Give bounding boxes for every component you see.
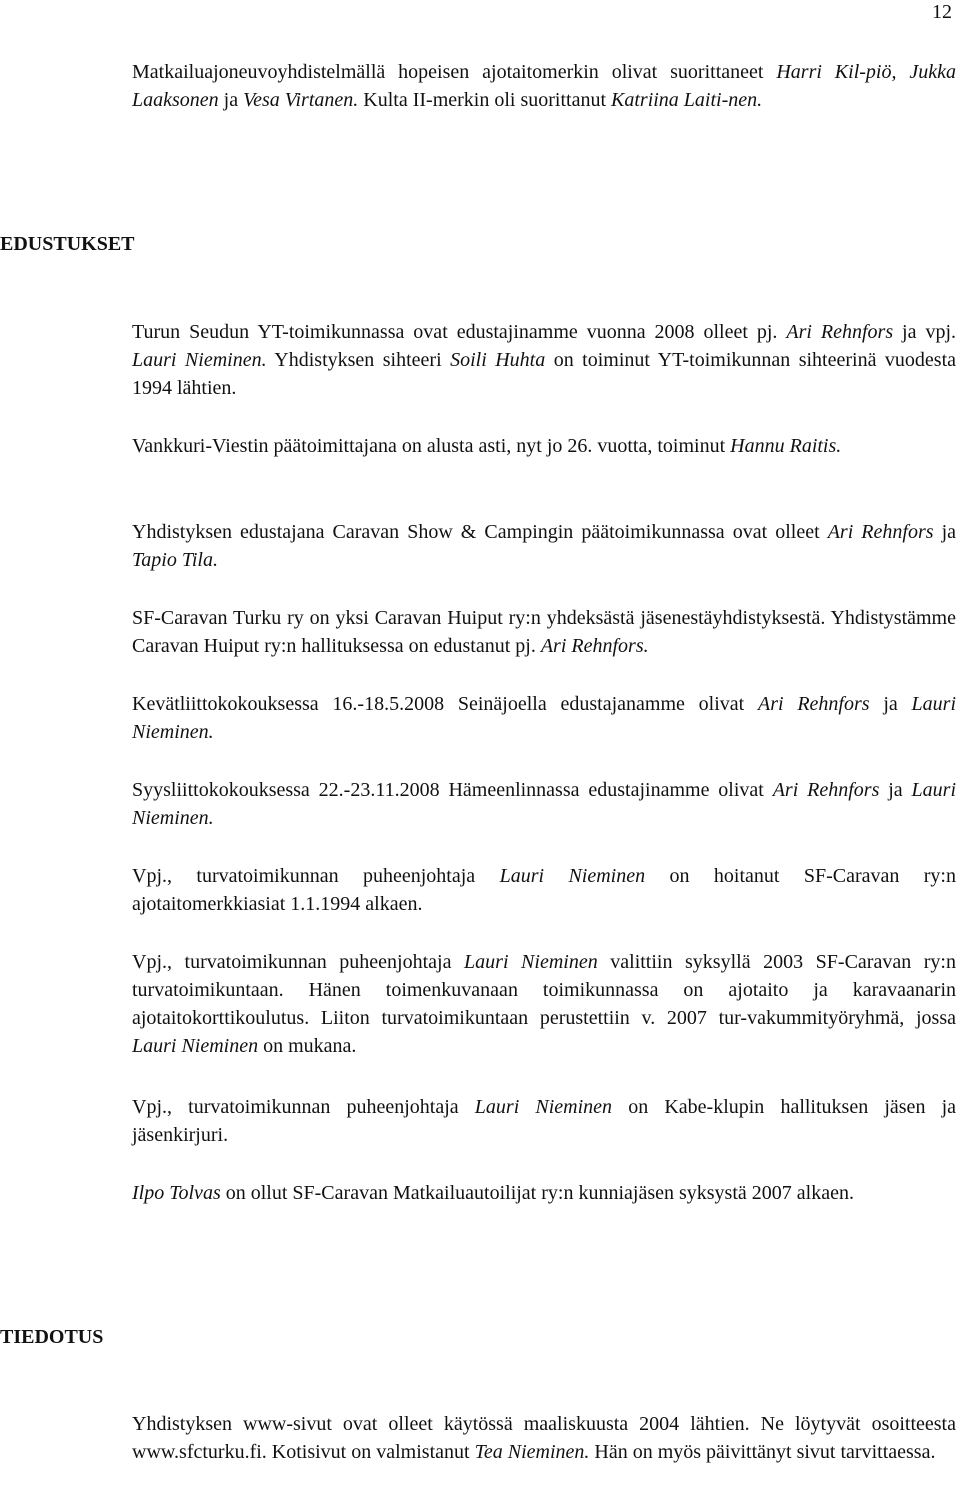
text-run: Syysliittokokouksessa 22.-23.11.2008 Hämeenlinnassa edustajinamme olivat	[132, 779, 773, 801]
text-run: ja	[933, 521, 957, 543]
italic-name-run: Lauri Nieminen	[464, 951, 598, 973]
paragraph-ajotaitomerkkiasiat	[132, 862, 956, 918]
paragraph-syysliittokokous	[132, 776, 956, 832]
text-run: on hoitanut SF-Caravan ry:n ajotaitomerkkiasiat 1.1.1994 alkaen.	[132, 865, 956, 915]
italic-name-run: Ari Rehnfors.	[540, 635, 649, 657]
italic-name-run: Soili Huhta	[450, 349, 546, 371]
paragraph-kabe-klubi	[132, 1093, 956, 1149]
italic-name-run: Ari Rehnfors	[786, 321, 894, 343]
text-run: ja	[218, 89, 244, 111]
italic-name-run: Lauri Nieminen	[132, 1035, 259, 1057]
italic-name-run: Ari Rehnfors	[757, 693, 870, 715]
italic-name-run: Katriina Laiti-nen.	[611, 89, 763, 111]
text-run: Kevätliittokokouksessa 16.-18.5.2008 Seinäjoella edustajanamme olivat	[132, 693, 758, 715]
text-run: on ollut SF-Caravan Matkailuautoilijat ry:n kunniajäsen syksystä 2007 alkaen.	[220, 1182, 854, 1204]
paragraph-kevatliittokokous	[132, 690, 956, 746]
italic-name-run: Lauri Nieminen.	[132, 779, 956, 829]
text-run: SF-Caravan Turku ry on yksi Caravan Huiput ry:n yhdeksästä jäsenestäyhdistyksestä. Yhdistystämme Caravan Huiput ry:n hallituksessa on edustanut pj.	[132, 607, 956, 657]
text-run: Turun Seudun YT-toimikunnassa ovat edustajinamme vuonna 2008 olleet pj.	[132, 321, 787, 343]
paragraph-vankkuri-viesti	[132, 432, 956, 460]
paragraph-kunniajasen	[132, 1179, 956, 1207]
italic-name-run: Lauri Nieminen	[499, 865, 646, 887]
page-number: 12	[932, 1, 952, 23]
text-run: Vpj., turvatoimikunnan puheenjohtaja	[132, 865, 500, 887]
text-run: on mukana.	[258, 1035, 357, 1057]
text-run: ja vpj.	[893, 321, 956, 343]
paragraph-www-sivut	[132, 1410, 956, 1466]
text-run: Vankkuri-Viestin päätoimittajana on alusta asti, nyt jo 26. vuotta, toiminut	[132, 435, 731, 457]
italic-name-run: Tea Nieminen.	[474, 1441, 590, 1463]
italic-name-run: Harri Kil-piö, Jukka Laaksonen	[132, 61, 957, 111]
paragraph-caravan-huiput	[132, 604, 956, 660]
text-run: on toiminut YT-toimikunnan sihteerinä vuodesta 1994 lähtien.	[132, 349, 957, 399]
text-run: Hän on myös päivittänyt sivut tarvittaessa.	[589, 1441, 936, 1463]
text-run: Matkailuajoneuvoyhdistelmällä hopeisen ajotaitomerkin olivat suorittaneet	[132, 61, 777, 83]
italic-name-run: Ilpo Tolvas	[132, 1182, 221, 1204]
heading-edustukset: EDUSTUKSET	[0, 233, 135, 255]
italic-name-run: Ari Rehnfors	[772, 779, 880, 801]
text-run: Yhdistyksen www-sivut ovat olleet käytössä maaliskuusta 2004 lähtien. Ne löytyvät osoitteesta www.sfcturku.fi. Kotisivut on valmistanut	[132, 1413, 956, 1463]
text-run: Yhdistyksen sihteeri	[266, 349, 451, 371]
paragraph-ajotaitomerkki	[132, 58, 956, 114]
text-run: valittiin syksyllä 2003 SF-Caravan ry:n turvatoimikuntaan. Hänen toimenkuvanaan toimikunnassa on ajotaito ja karavaanarin ajotaitokorttikoulutus. Liiton turvatoimikuntaan perustettiin v. 2007 tur-vakummityöryhmä, jossa	[132, 951, 956, 1029]
paragraph-turvatoimikunta	[132, 948, 956, 1060]
heading-tiedotus: TIEDOTUS	[0, 1326, 104, 1348]
paragraph-yt-toimikunta	[132, 318, 956, 402]
text-run: Vpj., turvatoimikunnan puheenjohtaja	[132, 1096, 475, 1118]
text-run: Kulta II-merkin oli suorittanut	[358, 89, 612, 111]
text-run: ja	[869, 693, 912, 715]
paragraph-caravan-show	[132, 518, 956, 574]
text-run: ja	[879, 779, 912, 801]
text-run: Yhdistyksen edustajana Caravan Show & Campingin päätoimikunnassa ovat olleet	[132, 521, 828, 543]
italic-name-run: Lauri Nieminen.	[132, 349, 267, 371]
italic-name-run: Lauri Nieminen.	[132, 693, 956, 743]
italic-name-run: Ari Rehnfors	[827, 521, 934, 543]
italic-name-run: Lauri Nieminen	[474, 1096, 613, 1118]
italic-name-run: Vesa Virtanen.	[243, 89, 359, 111]
text-run: on Kabe-klupin hallituksen jäsen ja jäsenkirjuri.	[132, 1096, 957, 1146]
italic-name-run: Tapio Tila.	[132, 549, 218, 571]
text-run: Vpj., turvatoimikunnan puheenjohtaja	[132, 951, 465, 973]
italic-name-run: Hannu Raitis.	[730, 435, 842, 457]
